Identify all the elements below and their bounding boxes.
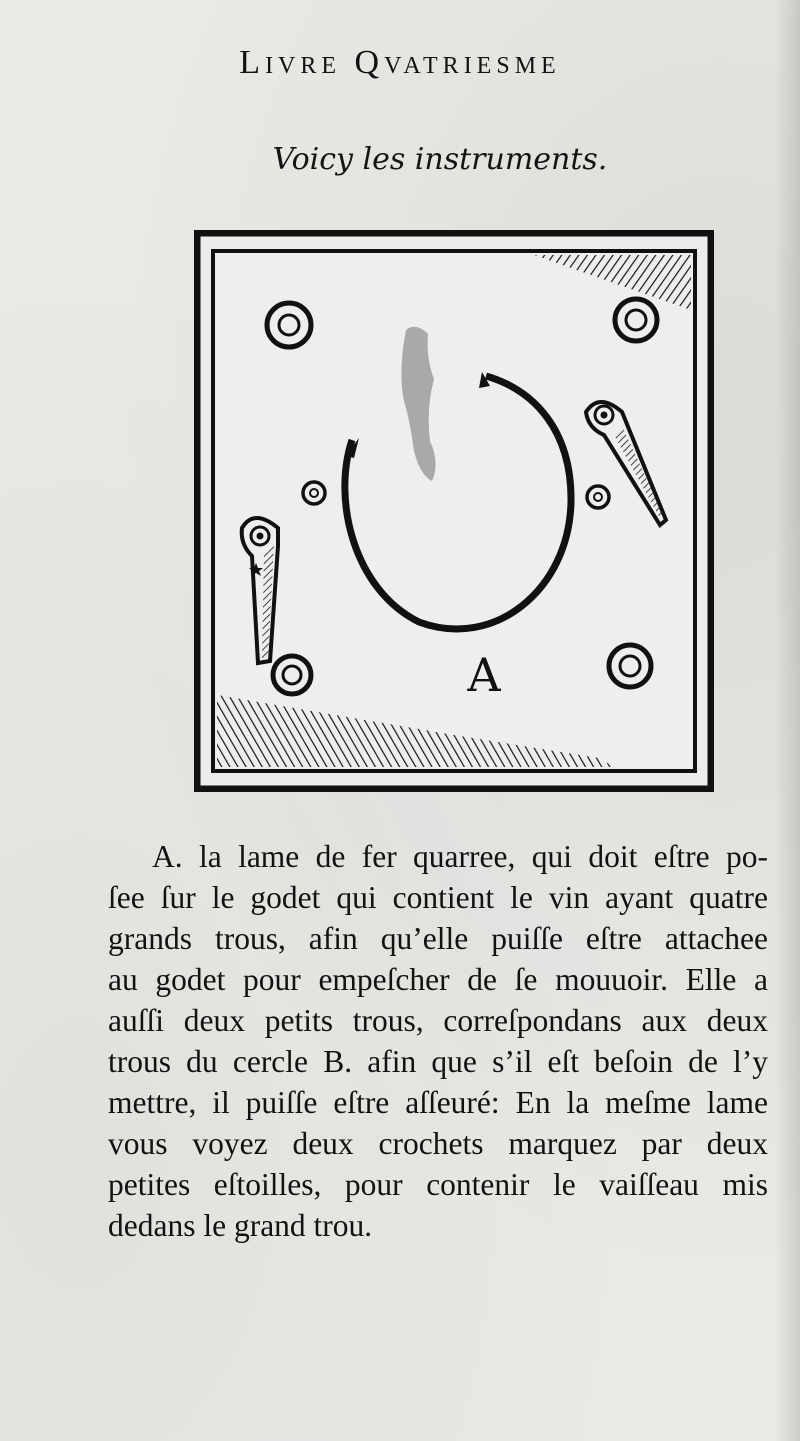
figure-label: A [467,648,501,702]
text-line: grands trous, afin qu’elle puiſſe eſtre attachee [108,921,768,956]
running-head [0,44,800,82]
text-line: vous voyez deux crochets marquez par deux [108,1126,768,1161]
text-line: A. la lame de fer quarree, qui doit eſtre po- [152,839,768,874]
page-edge-shadow [774,0,800,1441]
woodcut-figure [194,230,714,792]
text-line: mettre, il puiſſe eſtre aſſeuré: En la meſme lame [108,1085,768,1120]
text-line: dedans le grand trou. [108,1208,373,1243]
text-line: au godet pour empeſcher de ſe mouuoir. Elle a [108,962,768,997]
text-line: trous du cercle B. afin que s’il eſt beſoin de l’y [108,1044,768,1079]
text-line: auſſi deux petits trous, correſpondans aux deux [108,1003,768,1038]
running-head-title: Livre Qvatriesme [239,44,561,81]
text-line: petites eſtoilles, pour contenir le vaiſſeau mis [108,1167,768,1202]
woodcut-illustration [194,230,714,792]
figure-caption: Voicy les instruments. [272,142,608,177]
text-line: ſee ſur le godet qui contient le vin ayant quatre [108,880,768,915]
body-paragraph [108,836,768,1246]
